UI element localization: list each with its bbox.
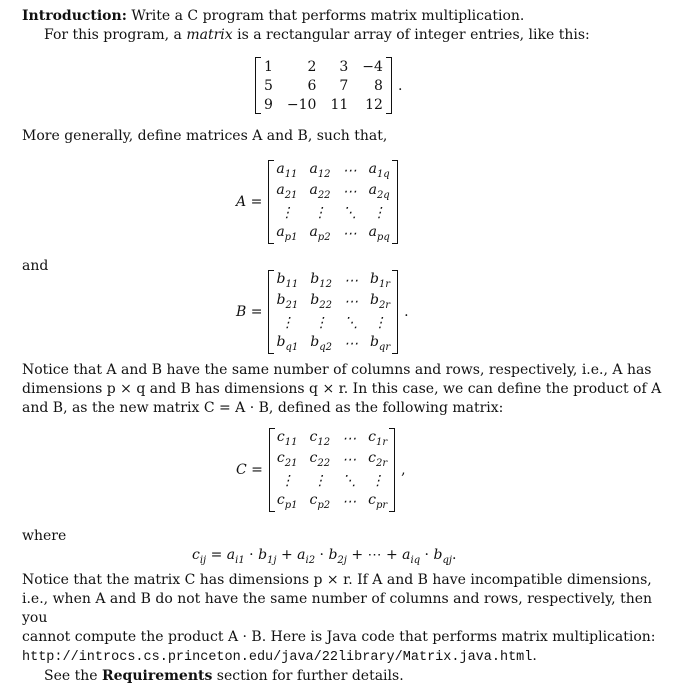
subscript: pr (375, 499, 388, 511)
matrix-row (271, 491, 393, 512)
subscript: pq (376, 231, 390, 243)
matrix-entry: 5 (264, 77, 273, 94)
symbol: + ⋯ + (346, 547, 403, 563)
subscript: 1r (375, 436, 388, 448)
equation-term (277, 547, 298, 563)
symbol: b (276, 334, 286, 351)
subscript: 1r (378, 278, 391, 290)
equation-term (258, 547, 277, 566)
matrix-c (236, 428, 406, 512)
symbol: c (368, 429, 376, 446)
matrix-entry (362, 449, 393, 470)
matrix-entry (270, 223, 303, 244)
matrix-row (257, 76, 390, 95)
symbol: c (276, 429, 285, 446)
symbol: ⋮ (313, 204, 327, 221)
matrix-entry (270, 291, 304, 312)
subscript: 12 (317, 168, 331, 180)
text: section for further details. (212, 668, 404, 684)
text: For this program, a (44, 27, 187, 43)
text: See the (44, 668, 102, 684)
symbol: b (310, 334, 320, 351)
matrix-entry: 11 (330, 96, 349, 113)
text-line: cannot compute the product A · B. Here is Java code that performs matrix multiplication: (22, 629, 656, 645)
matrix-entry (337, 160, 363, 181)
matrix-entry (270, 270, 304, 291)
intro (22, 7, 662, 45)
product-equation (192, 547, 456, 566)
matrix-row (270, 160, 395, 181)
equation-term (297, 547, 316, 566)
subscript: 11 (285, 278, 299, 290)
subscript: p1 (284, 499, 298, 511)
matrix-entry (363, 202, 396, 223)
matrix-row (271, 449, 393, 470)
matrix-entry (336, 470, 362, 491)
text-line: and B, as the new matrix C = A · B, defined as the following matrix: (22, 400, 504, 416)
matrix-entry: 7 (339, 77, 349, 94)
symbol: a (368, 182, 377, 199)
symbol: b (369, 292, 379, 309)
matrix-label: B (236, 304, 247, 320)
matrix-row (270, 291, 396, 312)
matrix-row (271, 428, 393, 449)
symbol: ⋮ (372, 204, 387, 221)
matrix-entry (303, 181, 336, 202)
symbol: ⋮ (279, 204, 294, 221)
matrix-entry (363, 160, 396, 181)
symbol: b (310, 271, 320, 288)
symbol: ⋮ (280, 472, 295, 489)
equation-term (206, 547, 227, 563)
subscript: qj (442, 554, 452, 566)
symbol: ⋯ (343, 272, 358, 289)
matrix-entry (271, 428, 304, 449)
equation-term (192, 547, 207, 566)
symbol: ⋯ (342, 451, 357, 468)
symbol: c (309, 492, 318, 509)
subscript: i2 (305, 554, 316, 566)
matrix-row (270, 333, 396, 354)
equation-term (347, 547, 402, 563)
symbol: b (433, 547, 443, 563)
matrix-entry (271, 449, 304, 470)
symbol: ⋯ (343, 335, 358, 352)
java-code-link[interactable]: http://introcs.cs.princeton.edu/java/22library/Matrix.java.html (22, 650, 533, 665)
matrix-row (270, 181, 395, 202)
matrix-entry: −4 (362, 58, 383, 75)
subscript: 12 (319, 278, 332, 290)
matrix-entry (271, 491, 304, 512)
subscript: 22 (319, 299, 332, 311)
equals: = (246, 462, 263, 478)
matrix-entry (336, 449, 362, 470)
matrix-entry (271, 470, 304, 491)
symbol: · (420, 547, 434, 563)
equation-term (433, 547, 452, 566)
matrix-a (236, 160, 398, 244)
matrix-entry (304, 312, 338, 333)
punctuation: , (401, 462, 406, 478)
matrix-row (271, 470, 393, 491)
subscript: iq (410, 554, 421, 566)
symbol: ⋯ (342, 493, 357, 510)
subscript: p2 (317, 499, 331, 511)
matrix-entry: 8 (374, 77, 383, 94)
matrix-entry (304, 491, 337, 512)
symbol: c (368, 492, 376, 509)
matrix-row (270, 270, 396, 291)
matrix-table (270, 270, 396, 354)
symbol: a (309, 224, 318, 241)
subscript: 1j (267, 554, 277, 566)
text-line: dimensions p × q and B has dimensions q × r. In this case, we can define the product of A (22, 381, 662, 397)
matrix-label: A (236, 194, 247, 210)
matrix-entry (304, 333, 338, 354)
matrix-table (271, 428, 393, 512)
matrix-entry (337, 202, 363, 223)
symbol: ⋮ (373, 314, 388, 331)
equation-term (328, 547, 347, 566)
punctuation: . (397, 77, 403, 94)
subscript: 21 (284, 189, 298, 201)
subscript: 1q (376, 168, 390, 180)
symbol: b (258, 547, 268, 563)
matrix-row (270, 223, 395, 244)
symbol: c (192, 547, 200, 563)
matrix-row (257, 57, 390, 76)
matrix-entry: 2 (307, 58, 317, 75)
matrix-entry (338, 333, 364, 354)
text-line: Notice that the matrix C has dimensions p × r. If A and B have incompatible dimensions, (22, 572, 652, 588)
symbol: ⋱ (343, 314, 358, 331)
matrix-entry: 12 (365, 96, 383, 113)
matrix-entry (364, 291, 396, 312)
matrix-entry (338, 312, 364, 333)
punctuation: . (532, 648, 537, 664)
where-text: where (22, 528, 67, 544)
subscript: p1 (284, 231, 298, 243)
requirements-reference: Requirements (102, 668, 213, 684)
symbol: ⋮ (314, 314, 329, 331)
matrix-entry (362, 491, 393, 512)
notice-paragraph-2 (22, 571, 662, 686)
subscript: 22 (317, 457, 331, 469)
subscript: 2q (376, 189, 390, 201)
matrix-entry (304, 270, 338, 291)
symbol: ⋮ (370, 472, 385, 489)
symbol: ⋯ (342, 162, 357, 179)
notice-paragraph-1 (22, 361, 662, 418)
symbol: ⋯ (342, 225, 357, 242)
equation-term (452, 547, 456, 563)
symbol: b (310, 292, 320, 309)
and-text: and (22, 258, 49, 274)
symbol: b (276, 292, 286, 309)
subscript: 2j (337, 554, 347, 566)
subscript: 11 (284, 436, 298, 448)
equation-term (420, 547, 433, 563)
subscript: p2 (317, 231, 331, 243)
symbol: ⋯ (343, 293, 358, 310)
matrix-table (257, 57, 390, 114)
symbol: ⋱ (342, 204, 357, 221)
matrix-entry (362, 428, 393, 449)
matrix-entry: 9 (264, 96, 273, 113)
matrix-entry (304, 291, 338, 312)
symbol: c (309, 429, 318, 446)
matrix-entry (270, 312, 304, 333)
symbol: · (244, 547, 259, 563)
text-line: Notice that A and B have the same number of columns and rows, respectively, i.e., A has (22, 362, 652, 378)
matrix-entry (303, 160, 336, 181)
symbol: . (451, 547, 457, 563)
matrix-entry (364, 333, 396, 354)
symbol: + (276, 547, 298, 563)
matrix-entry (303, 202, 336, 223)
subscript: 2r (378, 299, 391, 311)
matrix-entry (337, 181, 363, 202)
matrix-entry (363, 223, 396, 244)
matrix-row (270, 312, 396, 333)
matrix-row (270, 202, 395, 223)
matrix-entry (363, 181, 396, 202)
general-text: More generally, define matrices A and B, such that, (22, 128, 388, 144)
subscript: q2 (319, 341, 332, 353)
matrix-entry (338, 291, 364, 312)
subscript: i1 (235, 554, 245, 566)
symbol: c (276, 492, 285, 509)
matrix-entry: 1 (264, 58, 273, 75)
matrix-entry (270, 181, 303, 202)
punctuation: . (404, 304, 409, 320)
matrix-entry (336, 491, 362, 512)
symbol: ⋮ (312, 472, 327, 489)
symbol: b (276, 271, 286, 288)
matrix-entry: −10 (286, 96, 317, 113)
subscript: 22 (317, 189, 331, 201)
symbol: ⋮ (280, 314, 295, 331)
equals: = (246, 304, 263, 320)
symbol: b (369, 334, 379, 351)
symbol: c (309, 450, 318, 467)
text-line: i.e., when A and B do not have the same number of columns and rows, respectively, then you (22, 591, 653, 626)
matrix-entry (270, 333, 304, 354)
symbol: a (276, 182, 285, 199)
text: is a rectangular array of integer entries, like this: (232, 27, 590, 43)
subscript: 2r (375, 457, 388, 469)
intro-text: Write a C program that performs matrix multiplication. (131, 8, 525, 24)
emphasis: matrix (186, 27, 233, 43)
equals: = (246, 194, 263, 210)
matrix-entry (336, 428, 362, 449)
symbol: b (328, 547, 338, 563)
matrix-entry (304, 449, 337, 470)
matrix-entry (304, 470, 337, 491)
matrix-entry (337, 223, 363, 244)
matrix-entry (270, 160, 303, 181)
matrix-entry (270, 202, 303, 223)
symbol: a (368, 224, 377, 241)
matrix-entry (304, 428, 337, 449)
matrix-entry (364, 270, 396, 291)
symbol: a (402, 547, 411, 563)
matrix-b (236, 270, 409, 354)
equation-term (402, 547, 421, 566)
matrix-row (257, 95, 390, 114)
symbol: · (315, 547, 329, 563)
matrix-entry (338, 270, 364, 291)
example-matrix (255, 57, 402, 114)
symbol: a (368, 161, 377, 178)
symbol: a (276, 161, 285, 178)
intro-heading: Introduction: (22, 8, 127, 24)
subscript: 21 (285, 299, 299, 311)
subscript: ij (199, 554, 207, 566)
symbol: = (206, 547, 227, 563)
symbol: ⋯ (342, 183, 357, 200)
symbol: c (276, 450, 285, 467)
equation-term (226, 547, 245, 566)
subscript: 21 (284, 457, 298, 469)
symbol: c (368, 450, 376, 467)
subscript: 11 (284, 168, 298, 180)
matrix-entry: 3 (339, 58, 349, 75)
matrix-entry (364, 312, 396, 333)
symbol: a (297, 547, 306, 563)
equation-term (245, 547, 258, 563)
subscript: 12 (317, 436, 331, 448)
symbol: ⋱ (342, 472, 357, 489)
matrix-label: C (236, 462, 247, 478)
symbol: a (309, 161, 318, 178)
symbol: a (309, 182, 318, 199)
symbol: a (276, 224, 285, 241)
symbol: ⋯ (342, 430, 357, 447)
symbol: a (226, 547, 236, 563)
matrix-entry (303, 223, 336, 244)
matrix-entry: 6 (307, 77, 317, 94)
subscript: qr (378, 341, 391, 353)
symbol: b (369, 271, 379, 288)
equation-term (315, 547, 328, 563)
matrix-entry (362, 470, 393, 491)
subscript: q1 (285, 341, 299, 353)
matrix-table (270, 160, 395, 244)
